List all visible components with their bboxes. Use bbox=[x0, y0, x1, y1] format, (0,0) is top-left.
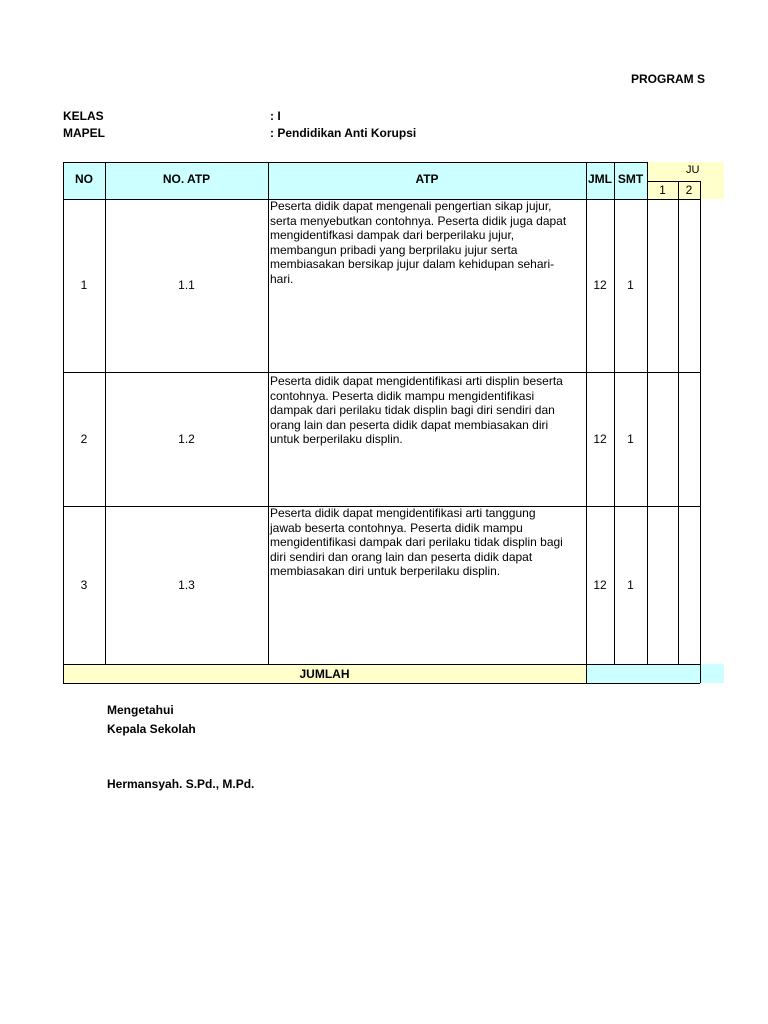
row-1-jml: 12 bbox=[593, 278, 607, 292]
meta-mapel-label: MAPEL bbox=[63, 126, 105, 140]
total-label: JUMLAH bbox=[299, 667, 350, 681]
row-2-smt: 1 bbox=[627, 432, 634, 446]
header-atp: ATP bbox=[415, 172, 439, 186]
header-no-atp: NO. ATP bbox=[162, 172, 211, 186]
meta-mapel-value: : Pendidikan Anti Korupsi bbox=[270, 126, 417, 140]
row-1-atp: Peserta didik dapat mengenali pengertian sikap jujur, serta menyebutkan contohnya. Peserta didik juga dapat mengidentifkasi dampak dari berperilaku jujur, membangun pribadi yang berprilaku jujur serta membiasakan bersikap jujur dalam kehidupan sehari- hari. bbox=[270, 199, 567, 286]
subheader-extra-fill bbox=[700, 181, 724, 199]
header-no: NO bbox=[75, 172, 93, 186]
row-3-atp: Peserta didik dapat mengidentifikasi arti tanggung jawab beserta contohnya. Peserta didik mampu mengidentifikasi dampak dari perilaku tidak displin bagi diri sendiri dan orang lain dan peserta didik dapat membiasakan diri untuk berperilaku displin. bbox=[270, 506, 563, 578]
header-jml: JML bbox=[588, 172, 612, 186]
header-smt: SMT bbox=[617, 172, 644, 186]
row-1-smt: 1 bbox=[627, 278, 634, 292]
header-sub-1: 1 bbox=[659, 183, 666, 197]
header-sub-2: 2 bbox=[685, 183, 693, 197]
signature-line-2: Kepala Sekolah bbox=[107, 722, 196, 736]
row-2-no-atp: 1.2 bbox=[178, 432, 195, 446]
signature-name: Hermansyah. S.Pd., M.Pd. bbox=[107, 777, 255, 791]
row-3-no: 3 bbox=[80, 578, 88, 592]
page-title: PROGRAM S bbox=[631, 72, 706, 86]
row-3-jml: 12 bbox=[593, 578, 607, 592]
row-1-no-atp: 1.1 bbox=[178, 278, 195, 292]
total-values-fill bbox=[586, 664, 724, 683]
row-3-smt: 1 bbox=[627, 578, 634, 592]
header-group: JU bbox=[686, 164, 700, 176]
meta-kelas-value: : I bbox=[270, 109, 281, 123]
row-2-atp: Peserta didik dapat mengidentifikasi arti displin beserta contohnya. Peserta didik mampu mengidentifikasi dampak dari perilaku tidak displin bagi diri sendiri dan orang lain dan peserta didik dapat membiasakan diri untuk berperilaku displin. bbox=[270, 374, 563, 446]
row-1-no: 1 bbox=[80, 278, 88, 292]
row-2-jml: 12 bbox=[593, 432, 607, 446]
meta-kelas-label: KELAS bbox=[63, 109, 104, 123]
row-3-no-atp: 1.3 bbox=[178, 578, 195, 592]
signature-line-1: Mengetahui bbox=[107, 703, 174, 717]
row-2-no: 2 bbox=[80, 432, 88, 446]
